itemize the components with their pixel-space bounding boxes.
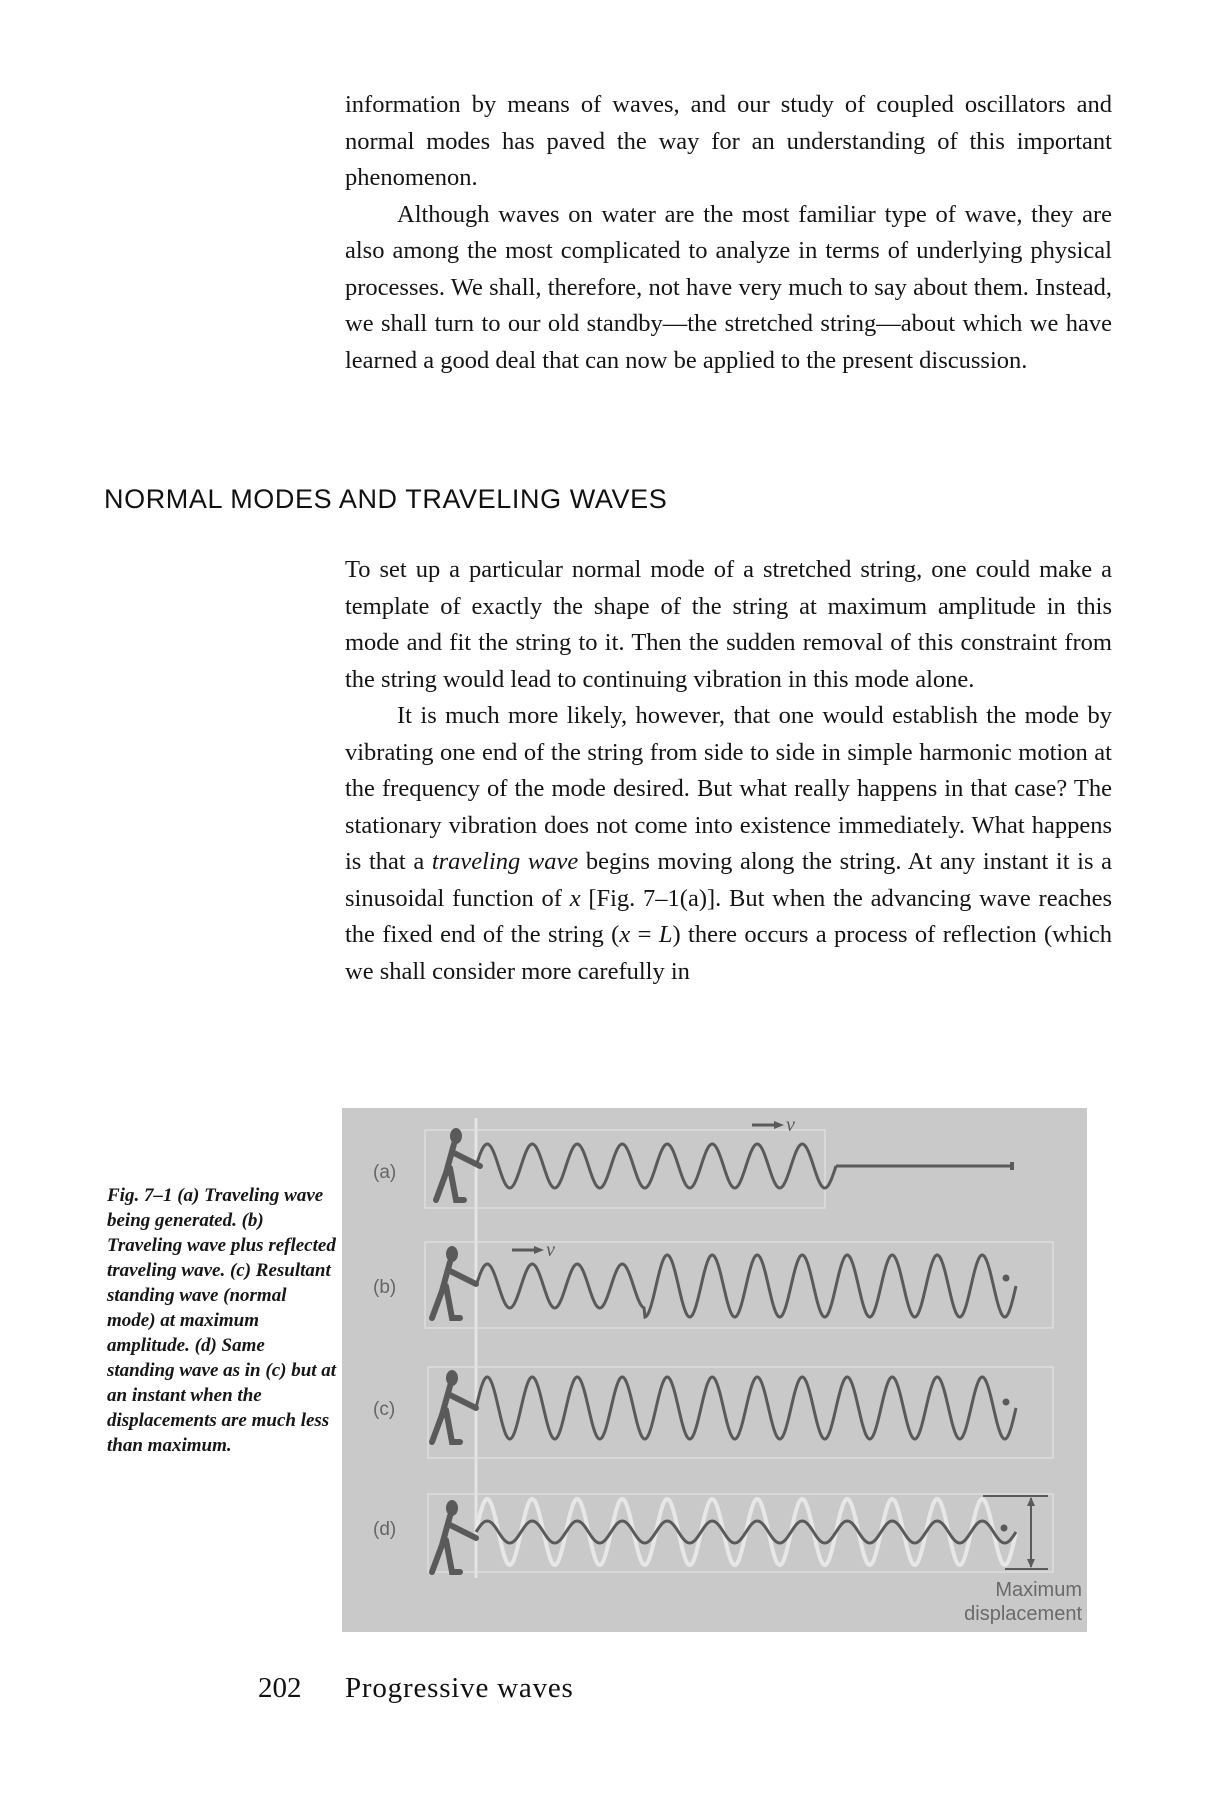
arrowhead-up-icon: [1027, 1497, 1035, 1506]
person-a: [436, 1128, 480, 1200]
wave-diagram: [342, 1108, 1087, 1632]
panel-label-b: (b): [373, 1277, 397, 1298]
figure-caption: Fig. 7–1 (a) Traveling wave being generated. (b) Traveling wave plus reflected traveling wave. (c) Resultant standing wave (normal mode) at maximum amplitude. (d) Same standing wave as in (c) but at an instant when the displacements are much less than maximum.: [107, 1185, 337, 1456]
panel-a-frame: [425, 1130, 825, 1208]
panel-c-frame: [428, 1367, 1053, 1458]
velocity-label: v: [786, 1114, 795, 1136]
intro-text: [345, 87, 1112, 379]
section-text: [345, 552, 1112, 990]
person-c: [432, 1370, 476, 1442]
page-footer: [258, 1672, 574, 1705]
panel-label-a: (a): [373, 1162, 397, 1183]
paragraph-waves-on-water: Although waves on water are the most familiar type of wave, they are also among the most complicated to analyze in terms of underlying physical processes. We shall, therefore, not have very much to say about them. Instead, we shall turn to our old standby—the stretched string—about which we have learned a good deal that can now be applied to the present discussion.: [345, 200, 1112, 374]
paragraph-traveling-wave: It is much more likely, however, that one would establish the mode by vibrating one end of the string from side to side in simple harmonic motion at the frequency of the mode desired. But what really happens in that case? The stationary vibration does not come into existence immediately. What happens is that a traveling wave begins moving along the string. At any instant it is a sinusoidal function of x [Fig. 7–1(a)]. But when the advancing wave reaches the fixed end of the string (x = L) there occurs a process of reflection (which we shall consider more carefully in: [345, 702, 1113, 985]
section-heading: NORMAL MODES AND TRAVELING WAVES: [104, 484, 668, 514]
figure-7-1: [342, 1108, 1087, 1632]
max-displacement-label: Maximum displacement: [964, 1579, 1082, 1625]
velocity-label: v: [546, 1239, 555, 1261]
running-title: Progressive waves: [345, 1672, 574, 1704]
fixed-end-c: [1003, 1399, 1010, 1406]
fixed-end-b: [1003, 1275, 1010, 1282]
person-b: [432, 1246, 476, 1318]
fixed-end-a: [1010, 1162, 1014, 1170]
paragraph-template: To set up a particular normal mode of a stretched string, one could make a template of exactly the shape of the string at maximum amplitude in this mode and fit the string to it. Then the sudden removal of this constraint from the string would lead to continuing vibration in this mode alone.: [345, 556, 1112, 693]
standing-wave-c: [476, 1377, 1016, 1439]
person-d: [432, 1500, 476, 1572]
wave-b: [476, 1255, 1016, 1317]
page-number: 202: [258, 1672, 302, 1704]
panel-label-d: (d): [373, 1519, 397, 1540]
paragraph-continuation: information by means of waves, and our study of coupled oscillators and normal modes has paved the way for an understanding of this important phenomenon.: [345, 91, 1112, 191]
panel-label-c: (c): [373, 1399, 396, 1420]
traveling-wave-a: [476, 1144, 836, 1188]
arrowhead-down-icon: [1027, 1559, 1035, 1568]
fixed-end-d: [1001, 1525, 1008, 1532]
